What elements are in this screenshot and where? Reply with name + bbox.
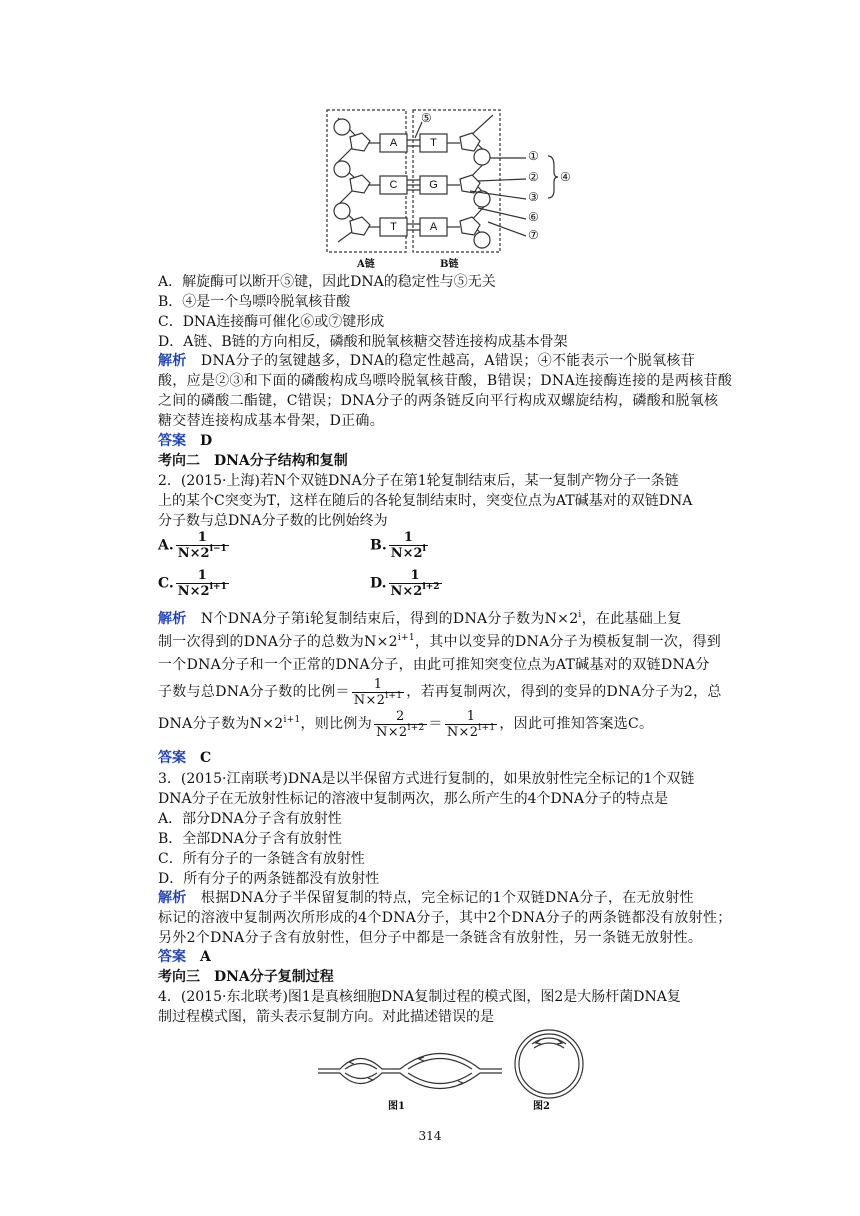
q2-option-a-den: N×2	[177, 546, 210, 561]
q1-analysis-line-2: 酸，应是②③和下面的磷酸构成鸟嘌呤脱氧核苷酸，B错误；DNA连接酶连接的是两核苷酸	[158, 373, 733, 389]
q2-option-c-exp: i+1	[209, 582, 227, 592]
q2-option-b-num: 1	[389, 530, 428, 546]
q2-analysis-text-1a: N个DNA分子第i轮复制结束后，得到的DNA分子数为N×2	[200, 611, 579, 627]
q2-analysis-sup-5: i+1	[283, 715, 301, 725]
q2-option-d-letter: D.	[370, 575, 387, 592]
q2-option-c-letter: C.	[158, 575, 174, 592]
q2-option-a-num: 1	[176, 530, 229, 546]
q3-answer	[158, 947, 738, 967]
q2-analysis-text-5c: ＝	[428, 716, 443, 732]
q2-analysis-line-3: 一个DNA分子和一个正常的DNA分子，由此可推知突变位点为AT碱基对的双链DNA分	[158, 657, 710, 673]
q2-analysis-text-4a: 子数与总DNA分子数的比例＝	[158, 684, 350, 700]
q1-answer	[158, 431, 738, 451]
q2-option-d-exp: i+2	[422, 582, 440, 592]
mark-6: ⑥	[528, 210, 539, 224]
q1-answer-label: 答案	[158, 433, 186, 449]
mark-5: ⑤	[421, 111, 432, 125]
q3-analysis-line-1	[158, 888, 738, 908]
mark-2: ②	[528, 170, 539, 184]
q2-analysis-frac1-den: N×2	[353, 692, 386, 708]
q2-analysis-label: 解析	[158, 611, 187, 627]
chain-b-label: B链	[440, 259, 459, 270]
fig1-caption: 图1	[388, 1101, 405, 1112]
q2-analysis-text-5d: ，因此可推知答案选C。	[499, 716, 654, 732]
q2-analysis-line-5	[158, 706, 738, 742]
q3-option-d: D．所有分子的两条链都没有放射性	[158, 871, 380, 887]
chain-a-label: A链	[357, 259, 375, 270]
q2-analysis-frac3-den: N×2	[446, 724, 479, 740]
q3-option-a: A．部分DNA分子含有放射性	[158, 811, 342, 827]
section-2-title: 考向二 DNA分子结构和复制	[158, 453, 348, 469]
q2-analysis-frac3-num: 1	[445, 709, 498, 725]
q3-option-c: C．所有分子的一条链含有放射性	[158, 851, 365, 867]
q2-analysis-text-4b: ，若再复制两次，得到的变异的DNA分子为2，总	[406, 684, 722, 700]
q2-option-a-exp: i−1	[209, 544, 227, 554]
q2-option-c	[158, 568, 231, 599]
q3-answer-value: A	[200, 949, 211, 965]
q2-answer	[158, 748, 738, 768]
q2-analysis-line-4	[158, 674, 738, 710]
q1-analysis-line-3: 之间的磷酸二酯键，C错误；DNA分子的两条链反向平行构成双螺旋结构，磷酸和脱氧核	[158, 393, 719, 409]
section-3-title: 考向三 DNA分子复制过程	[158, 969, 334, 985]
q3-analysis-line-3: 另外2个DNA分子含有放射性，但分子中都是一条链含有放射性，另一条链无放射性。	[158, 930, 703, 946]
base-label-c: C	[389, 179, 398, 191]
q2-option-c-den: N×2	[177, 584, 210, 599]
base-label-a: A	[389, 137, 398, 149]
q2-analysis-line-1	[158, 609, 738, 629]
q2-option-d-den: N×2	[390, 584, 423, 599]
q1-analysis-text-1: DNA分子的氢键越多，DNA的稳定性越高，A错误；④不能表示一个脱氧核苷	[200, 353, 695, 369]
q3-analysis-label: 解析	[158, 890, 187, 906]
q1-option-d: D．A链、B链的方向相反，磷酸和脱氧核糖交替连接构成基本骨架	[158, 334, 568, 350]
q2-analysis-frac2-den: N×2	[376, 724, 408, 740]
q3-option-b: B．全部DNA分子含有放射性	[158, 831, 342, 847]
q2-analysis-text-2a: 制一次得到的DNA分子的总数为N×2	[158, 634, 398, 650]
q2-option-b-exp: i	[422, 544, 426, 554]
mark-4: ④	[560, 170, 571, 184]
replication-figures	[0, 1020, 860, 1140]
q2-analysis-frac1-exp: i+1	[385, 690, 403, 701]
q2-analysis-text-1b: ，在此基础上复	[581, 611, 682, 627]
q2-analysis-frac3-exp: i+1	[478, 722, 496, 733]
q2-analysis-text-5a: DNA分子数为N×2	[158, 716, 284, 732]
q3-stem-line-2: DNA分子在无放射性标记的溶液中复制两次，那么所产生的4个DNA分子的特点是	[158, 791, 669, 807]
q2-analysis-text-5b: ，则比例为	[300, 716, 373, 732]
q1-option-a: A．解旋酶可以断开⑤键，因此DNA的稳定性与⑤无关	[158, 274, 496, 290]
q2-answer-value: C	[200, 750, 212, 766]
mark-1: ①	[528, 149, 539, 163]
q2-option-b	[370, 530, 430, 561]
q2-answer-label: 答案	[158, 750, 186, 766]
q4-stem-line-1: 4．(2015·东北联考)图1是真核细胞DNA复制过程的模式图，图2是大肠杆菌DNA复	[158, 989, 681, 1005]
mark-3: ③	[528, 190, 539, 204]
q2-option-c-num: 1	[176, 568, 229, 584]
q2-analysis-sup-1: i	[578, 610, 582, 620]
q1-option-b: B．④是一个鸟嘌呤脱氧核苷酸	[158, 294, 351, 310]
q1-answer-value: D	[200, 433, 213, 449]
q4-stem-line-2: 制过程模式图，箭头表示复制方向。对此描述错误的是	[158, 1009, 494, 1025]
base-label-t2: T	[390, 221, 397, 233]
q2-option-d-num: 1	[389, 568, 442, 584]
q2-stem-line-2: 上的某个C突变为T，这样在随后的各轮复制结束时，突变位点为AT碱基对的双链DNA	[158, 493, 693, 509]
base-label-t: T	[430, 137, 437, 149]
q1-option-c: C．DNA连接酶可催化⑥或⑦键形成	[158, 314, 385, 330]
q1-analysis-line-1	[158, 351, 738, 371]
base-label-a2: A	[429, 221, 438, 233]
q2-option-b-letter: B.	[370, 537, 387, 554]
q2-option-d	[370, 568, 444, 599]
q3-answer-label: 答案	[158, 949, 186, 965]
q3-stem-line-1: 3．(2015·江南联考)DNA是以半保留方式进行复制的，如果放射性完全标记的1个双链	[158, 771, 695, 787]
q2-option-b-den: N×2	[390, 546, 423, 561]
base-label-g: G	[429, 179, 438, 191]
q1-analysis-line-4: 糖交替连接构成基本骨架，D正确。	[158, 413, 385, 429]
q2-analysis-frac2-num: 2	[374, 709, 427, 725]
q2-analysis-frac1-num: 1	[352, 677, 405, 693]
page-number: 314	[418, 1129, 442, 1143]
q2-analysis-text-2b: ，其中以变异的DNA分子为模板复制一次，得到	[414, 634, 722, 650]
fig2-caption: 图2	[533, 1101, 550, 1112]
q3-analysis-text-1: 根据DNA分子半保留复制的特点，完全标记的1个双链DNA分子，在无放射性	[200, 890, 694, 906]
q2-option-a-letter: A.	[158, 537, 174, 554]
q2-option-a	[158, 530, 231, 561]
q1-analysis-label: 解析	[158, 353, 187, 369]
q2-analysis-sup-2: i+1	[397, 633, 415, 643]
q2-stem-line-3: 分子数与总DNA分子数的比例始终为	[158, 513, 388, 529]
q2-analysis-line-2	[158, 632, 738, 652]
q2-analysis-frac2-exp: i+2	[407, 722, 425, 733]
q2-stem-line-1: 2．(2015·上海)若N个双链DNA分子在第1轮复制结束后，某一复制产物分子一条链	[158, 473, 679, 489]
q3-analysis-line-2: 标记的溶液中复制两次所形成的4个DNA分子，其中2个DNA分子的两条链都没有放射性；	[158, 910, 732, 926]
mark-7: ⑦	[528, 228, 539, 242]
